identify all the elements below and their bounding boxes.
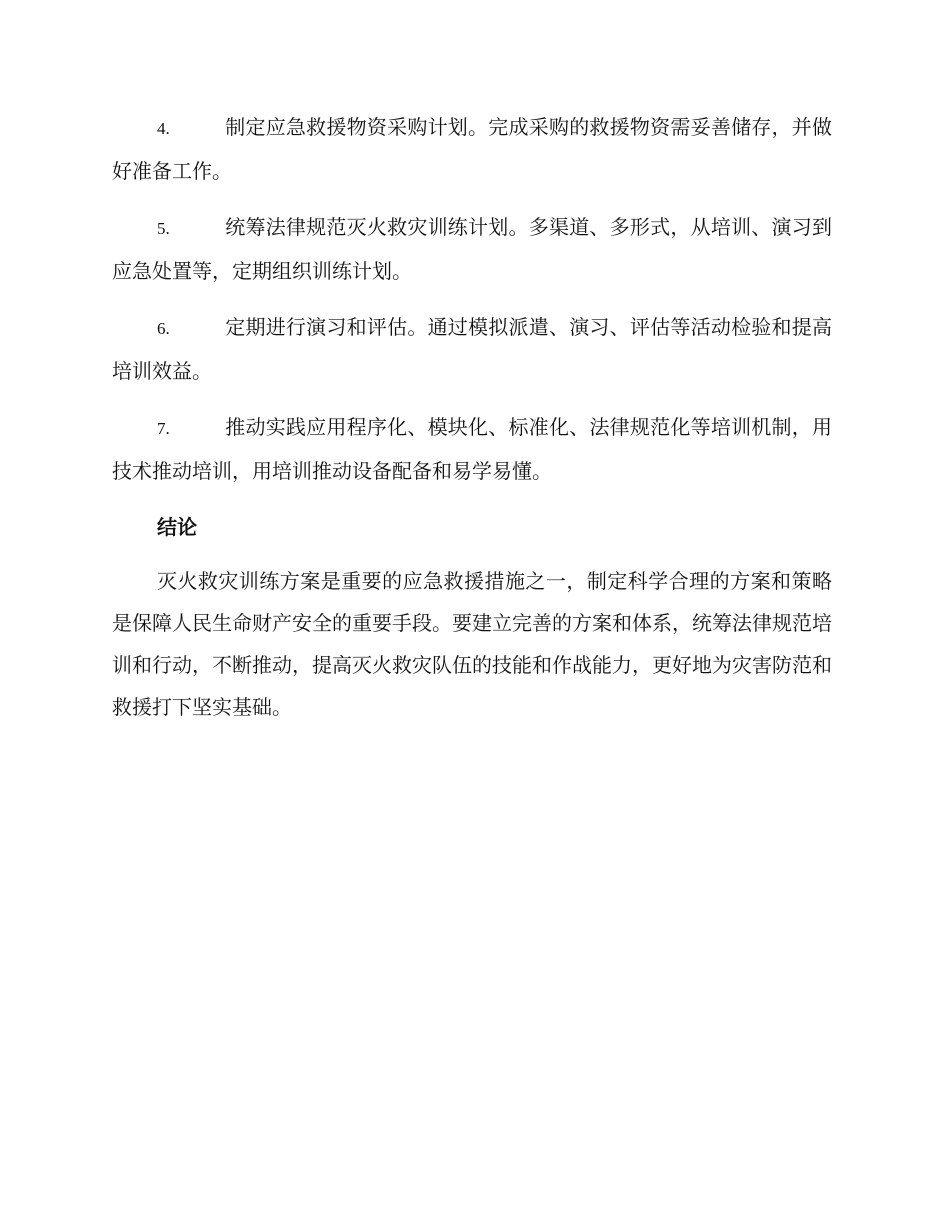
list-item-number: 6.: [157, 319, 170, 338]
document-body: [112, 106, 832, 728]
list-item: [112, 306, 832, 392]
list-item-number: 4.: [157, 119, 170, 138]
list-item: [112, 406, 832, 492]
list-item-text: 统筹法律规范灭火救灾训练计划。多渠道、多形式，从培训、演习到应急处置等，定期组织训练计划。: [112, 215, 832, 283]
conclusion-paragraph: 灭火救灾训练方案是重要的应急救援措施之一，制定科学合理的方案和策略是保障人民生命财产安全的重要手段。要建立完善的方案和体系，统筹法律规范培训和行动，不断推动，提高灭火救灾队伍的技能和作战能力，更好地为灾害防范和救援打下坚实基础。: [112, 569, 832, 719]
list-item: [112, 206, 832, 292]
list-item-text: 推动实践应用程序化、模块化、标准化、法律规范化等培训机制，用技术推动培训，用培训推动设备配备和易学易懂。: [112, 415, 832, 483]
list-item-text: 定期进行演习和评估。通过模拟派遣、演习、评估等活动检验和提高培训效益。: [112, 315, 832, 383]
section-heading-conclusion: 结论: [157, 515, 197, 539]
list-item: [112, 106, 832, 192]
list-item-text: 制定应急救援物资采购计划。完成采购的救援物资需妥善储存，并做好准备工作。: [112, 115, 832, 183]
list-item-number: 7.: [157, 419, 170, 438]
list-item-number: 5.: [157, 219, 170, 238]
